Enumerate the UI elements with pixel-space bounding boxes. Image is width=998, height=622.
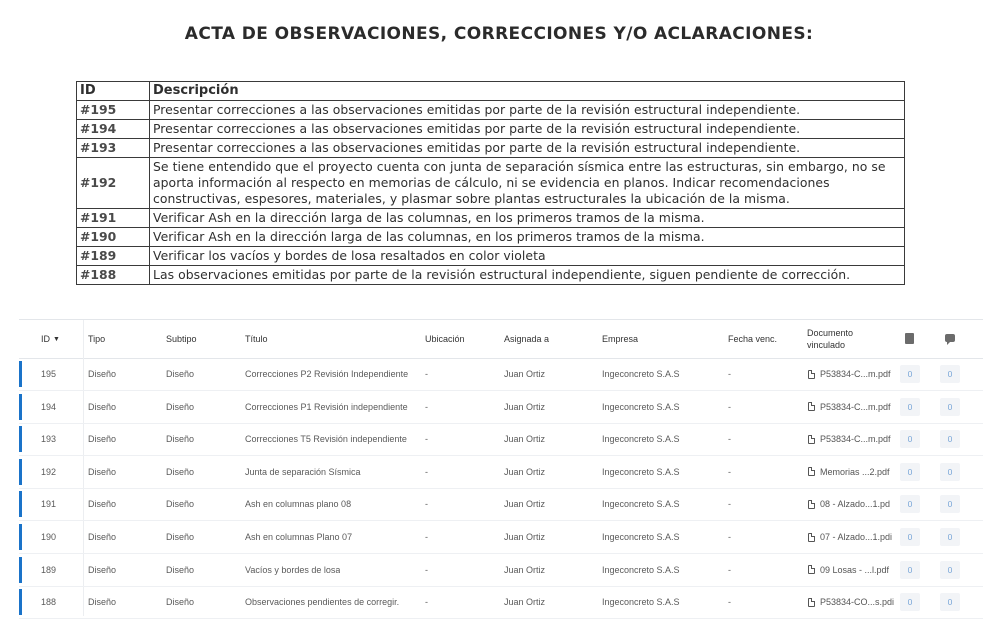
cell-tipo: Diseño	[88, 466, 117, 477]
cell-ubicacion: -	[425, 564, 428, 575]
cell-fecha: -	[728, 597, 731, 608]
file-icon	[808, 370, 815, 379]
cell-id: 190	[41, 532, 57, 542]
observations-header-id: ID	[77, 82, 150, 101]
observation-description: Las observaciones emitidas por parte de la revisión estructural independiente, siguen pendiente de corrección.	[150, 266, 905, 285]
linked-document[interactable]	[808, 488, 894, 520]
table-row[interactable]	[19, 554, 983, 587]
linked-document-name: P53834-C...m.pdf	[820, 401, 891, 412]
row-status-bar	[19, 589, 22, 615]
table-row[interactable]	[19, 488, 983, 521]
cell-fecha: -	[728, 532, 731, 542]
observation-row	[77, 247, 905, 266]
column-header-subtipo[interactable]: Subtipo	[166, 334, 197, 344]
observations-header-description: Descripción	[150, 82, 905, 101]
column-header-tipo[interactable]: Tipo	[88, 334, 106, 344]
observation-description: Presentar correcciones a las observaciones emitidas por parte de la revisión estructural independiente.	[150, 139, 905, 158]
column-header-ubicacion[interactable]: Ubicación	[425, 334, 465, 344]
cell-tipo: Diseño	[88, 499, 117, 510]
linked-document[interactable]	[808, 391, 894, 423]
cell-tipo: Diseño	[88, 532, 117, 542]
cell-id: 193	[41, 434, 57, 445]
cell-tipo: Diseño	[88, 564, 117, 575]
cell-asignada: Juan Ortiz	[504, 499, 546, 510]
cell-id: 195	[41, 369, 57, 379]
table-row[interactable]	[19, 423, 983, 456]
row-status-bar	[19, 459, 22, 485]
cell-fecha: -	[728, 401, 731, 412]
attachments-count[interactable]: 0	[900, 528, 920, 546]
comments-count[interactable]: 0	[940, 593, 960, 611]
cell-id: 192	[41, 466, 57, 477]
observation-row	[77, 158, 905, 209]
linked-document-name: Memorias ...2.pdf	[820, 466, 890, 477]
linked-document-name: 09 Losas - ...l.pdf	[820, 564, 890, 575]
observations-grid	[19, 319, 983, 616]
cell-empresa: Ingeconcreto S.A.S	[602, 564, 680, 575]
cell-empresa: Ingeconcreto S.A.S	[602, 466, 680, 477]
attachment-icon	[905, 333, 914, 344]
cell-tipo: Diseño	[88, 401, 117, 412]
cell-subtipo: Diseño	[166, 369, 195, 379]
cell-id: 189	[41, 564, 57, 575]
observation-id: #195	[77, 101, 150, 120]
column-header-documento-line1: Documento	[807, 328, 854, 338]
comments-count[interactable]: 0	[940, 495, 960, 513]
cell-titulo: Correcciones T5 Revisión independiente	[245, 434, 407, 445]
observation-description: Verificar Ash en la dirección larga de las columnas, en los primeros tramos de la misma.	[150, 209, 905, 228]
cell-subtipo: Diseño	[166, 499, 195, 510]
cell-asignada: Juan Ortiz	[504, 564, 546, 575]
observation-row	[77, 228, 905, 247]
comments-count[interactable]: 0	[940, 528, 960, 546]
attachments-count[interactable]: 0	[900, 593, 920, 611]
row-status-bar	[19, 491, 22, 517]
observations-table	[76, 81, 905, 285]
cell-empresa: Ingeconcreto S.A.S	[602, 369, 680, 379]
row-status-bar	[19, 361, 22, 387]
row-status-bar	[19, 426, 22, 452]
cell-titulo: Ash en columnas plano 08	[245, 499, 352, 510]
cell-asignada: Juan Ortiz	[504, 597, 546, 608]
row-status-bar	[19, 557, 22, 583]
table-row[interactable]	[19, 456, 983, 489]
row-status-bar	[19, 394, 22, 420]
observations-header-row	[77, 82, 905, 101]
attachments-count[interactable]: 0	[900, 495, 920, 513]
column-header-asignada[interactable]: Asignada a	[504, 334, 550, 344]
observation-row	[77, 101, 905, 120]
comment-icon	[945, 334, 955, 342]
file-icon	[808, 533, 815, 542]
cell-ubicacion: -	[425, 466, 428, 477]
comments-count[interactable]: 0	[940, 463, 960, 481]
file-icon	[808, 435, 815, 444]
cell-empresa: Ingeconcreto S.A.S	[602, 532, 680, 542]
cell-empresa: Ingeconcreto S.A.S	[602, 597, 680, 608]
observation-row	[77, 209, 905, 228]
linked-document[interactable]	[808, 423, 894, 455]
cell-fecha: -	[728, 564, 731, 575]
observation-description: Presentar correcciones a las observaciones emitidas por parte de la revisión estructural independiente.	[150, 101, 905, 120]
attachments-count[interactable]: 0	[900, 463, 920, 481]
linked-document-name: 07 - Alzado...1.pdi	[820, 532, 893, 542]
cell-titulo: Vacíos y bordes de losa	[245, 564, 341, 575]
cell-asignada: Juan Ortiz	[504, 401, 546, 412]
cell-titulo: Observaciones pendientes de corregir.	[245, 597, 400, 608]
row-status-bar	[19, 524, 22, 550]
cell-id: 191	[41, 499, 57, 510]
observation-id: #189	[77, 247, 150, 266]
comments-count[interactable]: 0	[940, 398, 960, 416]
cell-titulo: Junta de separación Sísmica	[245, 466, 361, 477]
cell-asignada: Juan Ortiz	[504, 466, 546, 477]
cell-subtipo: Diseño	[166, 532, 195, 542]
observation-id: #192	[77, 158, 150, 209]
document-title: ACTA DE OBSERVACIONES, CORRECCIONES Y/O ACLARACIONES:	[184, 24, 814, 44]
attachments-count[interactable]: 0	[900, 365, 920, 383]
cell-ubicacion: -	[425, 597, 428, 608]
cell-subtipo: Diseño	[166, 401, 195, 412]
table-row[interactable]	[19, 391, 983, 424]
file-icon	[808, 565, 815, 574]
column-header-empresa[interactable]: Empresa	[602, 334, 639, 344]
cell-ubicacion: -	[425, 434, 428, 445]
file-icon	[808, 500, 815, 509]
cell-subtipo: Diseño	[166, 466, 195, 477]
cell-subtipo: Diseño	[166, 597, 195, 608]
linked-document[interactable]	[808, 586, 894, 618]
cell-ubicacion: -	[425, 401, 428, 412]
cell-asignada: Juan Ortiz	[504, 532, 546, 542]
table-row[interactable]	[19, 358, 983, 391]
cell-fecha: -	[728, 499, 731, 510]
grid-header	[19, 320, 983, 359]
observation-description: Verificar los vacíos y bordes de losa resaltados en color violeta	[150, 247, 905, 266]
cell-ubicacion: -	[425, 532, 428, 542]
observation-row	[77, 266, 905, 285]
cell-ubicacion: -	[425, 369, 428, 379]
linked-document[interactable]	[808, 358, 894, 390]
cell-tipo: Diseño	[88, 597, 117, 608]
observation-description: Verificar Ash en la dirección larga de las columnas, en los primeros tramos de la misma.	[150, 228, 905, 247]
table-row[interactable]	[19, 586, 983, 619]
cell-asignada: Juan Ortiz	[504, 369, 546, 379]
cell-titulo: Correcciones P2 Revisión Independiente	[245, 369, 409, 379]
cell-titulo: Correcciones P1 Revisión independiente	[245, 401, 408, 412]
table-row[interactable]	[19, 521, 983, 554]
observation-row	[77, 139, 905, 158]
file-icon	[808, 467, 815, 476]
cell-empresa: Ingeconcreto S.A.S	[602, 499, 680, 510]
comments-count[interactable]: 0	[940, 561, 960, 579]
observation-id: #191	[77, 209, 150, 228]
comments-count[interactable]: 0	[940, 365, 960, 383]
linked-document-name: 08 - Alzado...1.pd	[820, 499, 891, 510]
cell-empresa: Ingeconcreto S.A.S	[602, 401, 680, 412]
cell-subtipo: Diseño	[166, 434, 195, 445]
attachments-count[interactable]: 0	[900, 398, 920, 416]
linked-document-name: P53834-C...m.pdf	[820, 434, 891, 445]
cell-id: 188	[41, 597, 57, 608]
cell-id: 194	[41, 401, 57, 412]
linked-document-name: P53834-C...m.pdf	[820, 369, 891, 379]
column-header-documento-line2: vinculado	[807, 340, 846, 350]
comments-count[interactable]: 0	[940, 430, 960, 448]
column-header-id[interactable]	[41, 320, 60, 358]
cell-tipo: Diseño	[88, 434, 117, 445]
column-header-documento[interactable]	[807, 320, 853, 358]
attachments-count[interactable]: 0	[900, 430, 920, 448]
observation-id: #194	[77, 120, 150, 139]
observation-id: #188	[77, 266, 150, 285]
column-header-titulo[interactable]: Título	[245, 334, 268, 344]
cell-subtipo: Diseño	[166, 564, 195, 575]
file-icon	[808, 402, 815, 411]
linked-document[interactable]	[808, 554, 894, 586]
observation-id: #190	[77, 228, 150, 247]
observation-id: #193	[77, 139, 150, 158]
attachments-count[interactable]: 0	[900, 561, 920, 579]
column-header-fecha[interactable]: Fecha venc.	[728, 334, 778, 344]
cell-ubicacion: -	[425, 499, 428, 510]
linked-document-name: P53834-CO...s.pdi	[819, 597, 894, 608]
cell-tipo: Diseño	[88, 369, 117, 379]
column-header-id-label: ID	[41, 334, 50, 344]
observation-row	[77, 120, 905, 139]
linked-document[interactable]	[808, 456, 894, 488]
cell-fecha: -	[728, 369, 731, 379]
file-icon	[808, 598, 815, 607]
cell-asignada: Juan Ortiz	[504, 434, 546, 445]
cell-empresa: Ingeconcreto S.A.S	[602, 434, 680, 445]
sort-down-icon[interactable]: ▼	[53, 335, 60, 343]
cell-fecha: -	[728, 434, 731, 445]
observation-description: Se tiene entendido que el proyecto cuenta con junta de separación sísmica entre las estructuras, sin embargo, no se aporta información al respecto en memorias de cálculo, ni se evidencia en planos. Indicar recomendaciones constructivas, espesores, materiales, y plasmar sobre plantas estructurales la ubicación de la misma.	[150, 158, 905, 209]
cell-titulo: Ash en columnas Plano 07	[245, 532, 353, 542]
cell-fecha: -	[728, 466, 731, 477]
linked-document[interactable]	[808, 521, 894, 553]
observation-description: Presentar correcciones a las observaciones emitidas por parte de la revisión estructural independiente.	[150, 120, 905, 139]
